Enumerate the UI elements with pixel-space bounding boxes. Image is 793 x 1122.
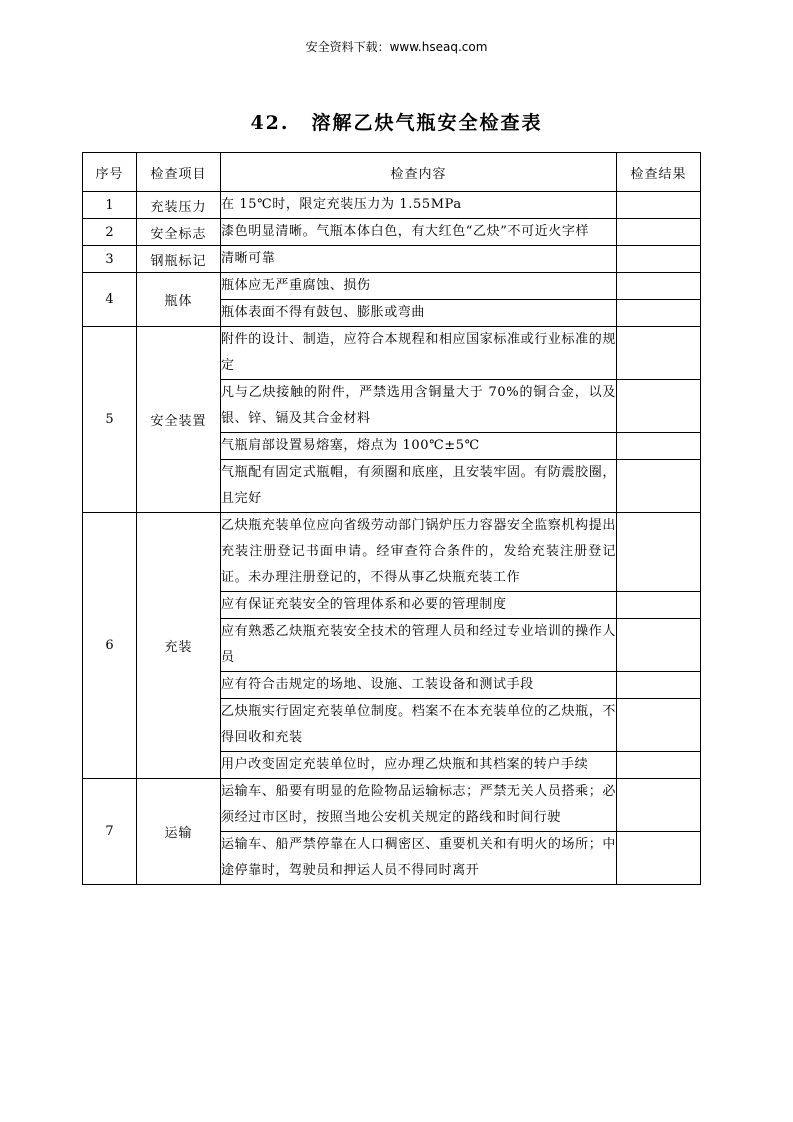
- check-content: 瓶体应无严重腐蚀、损伤: [221, 273, 617, 300]
- check-content: 气瓶配有固定式瓶帽，有须圈和底座，且安装牢固。有防震胶圈，且完好: [221, 460, 617, 513]
- check-result-cell[interactable]: [617, 513, 701, 592]
- check-content: 运输车、船严禁停靠在人口稠密区、重要机关和有明火的场所；中途停靠时，驾驶员和押运人员不得同时离开: [221, 832, 617, 885]
- row-number: 3: [83, 246, 137, 273]
- check-result-cell[interactable]: [617, 619, 701, 672]
- col-header-no: 序号: [83, 153, 137, 192]
- check-result-cell[interactable]: [617, 433, 701, 460]
- check-result-cell[interactable]: [617, 460, 701, 513]
- check-content: 凡与乙炔接触的附件，严禁选用含铜量大于 70%的铜合金，以及银、锌、镉及其合金材料: [221, 380, 617, 433]
- check-content: 附件的设计、制造，应符合本规程和相应国家标准或行业标准的规定: [221, 327, 617, 380]
- check-result-cell[interactable]: [617, 300, 701, 327]
- check-result-cell[interactable]: [617, 779, 701, 832]
- page-title: [0, 108, 793, 135]
- check-item: 充装: [137, 513, 221, 779]
- check-result-cell[interactable]: [617, 592, 701, 619]
- check-result-cell[interactable]: [617, 273, 701, 300]
- check-result-cell[interactable]: [617, 246, 701, 273]
- table-row: [83, 327, 701, 380]
- check-result-cell[interactable]: [617, 380, 701, 433]
- row-number: 5: [83, 327, 137, 513]
- check-content: 乙炔瓶实行固定充装单位制度。档案不在本充装单位的乙炔瓶，不得回收和充装: [221, 699, 617, 752]
- check-content: 应有符合击规定的场地、设施、工装设备和测试手段: [221, 672, 617, 699]
- inspection-table: [82, 152, 701, 885]
- col-header-item: 检查项目: [137, 153, 221, 192]
- col-header-result: 检查结果: [617, 153, 701, 192]
- title-number: 42.: [250, 112, 290, 134]
- check-content: 清晰可靠: [221, 246, 617, 273]
- check-item: 运输: [137, 779, 221, 885]
- row-number: 7: [83, 779, 137, 885]
- check-content: 瓶体表面不得有鼓包、膨胀或弯曲: [221, 300, 617, 327]
- check-result-cell[interactable]: [617, 672, 701, 699]
- check-item: 安全装置: [137, 327, 221, 513]
- col-header-content: 检查内容: [221, 153, 617, 192]
- check-item: 安全标志: [137, 219, 221, 246]
- table-row: [83, 779, 701, 832]
- check-content: 用户改变固定充装单位时，应办理乙炔瓶和其档案的转户手续: [221, 752, 617, 779]
- check-content: 运输车、船要有明显的危险物品运输标志；严禁无关人员搭乘；必须经过市区时，按照当地公安机关规定的路线和时间行驶: [221, 779, 617, 832]
- check-result-cell[interactable]: [617, 832, 701, 885]
- check-content: 乙炔瓶充装单位应向省级劳动部门锅炉压力容器安全监察机构提出充装注册登记书面申请。经审查符合条件的，发给充装注册登记证。未办理注册登记的，不得从事乙炔瓶充装工作: [221, 513, 617, 592]
- check-result-cell[interactable]: [617, 219, 701, 246]
- check-result-cell[interactable]: [617, 327, 701, 380]
- row-number: 4: [83, 273, 137, 327]
- check-item: 瓶体: [137, 273, 221, 327]
- row-number: 2: [83, 219, 137, 246]
- check-content: 应有熟悉乙炔瓶充装安全技术的管理人员和经过专业培训的操作人员: [221, 619, 617, 672]
- row-number: 1: [83, 192, 137, 219]
- check-content: 应有保证充装安全的管理体系和必要的管理制度: [221, 592, 617, 619]
- table-row: [83, 219, 701, 246]
- check-item: 充装压力: [137, 192, 221, 219]
- page-header: 安全资料下载：www.hseaq.com: [305, 40, 488, 54]
- check-result-cell[interactable]: [617, 699, 701, 752]
- check-result-cell[interactable]: [617, 192, 701, 219]
- check-content: 漆色明显清晰。气瓶本体白色，有大红色“乙炔”不可近火字样: [221, 219, 617, 246]
- check-item: 钢瓶标记: [137, 246, 221, 273]
- table-row: [83, 273, 701, 300]
- check-content: 在 15℃时，限定充装压力为 1.55MPa: [221, 192, 617, 219]
- table-row: [83, 246, 701, 273]
- table-header-row: [83, 153, 701, 192]
- table-row: [83, 192, 701, 219]
- table-body: [83, 192, 701, 885]
- title-text: 溶解乙炔气瓶安全检查表: [311, 112, 543, 134]
- row-number: 6: [83, 513, 137, 779]
- table-row: [83, 513, 701, 592]
- check-content: 气瓶肩部设置易熔塞，熔点为 100℃±5℃: [221, 433, 617, 460]
- check-result-cell[interactable]: [617, 752, 701, 779]
